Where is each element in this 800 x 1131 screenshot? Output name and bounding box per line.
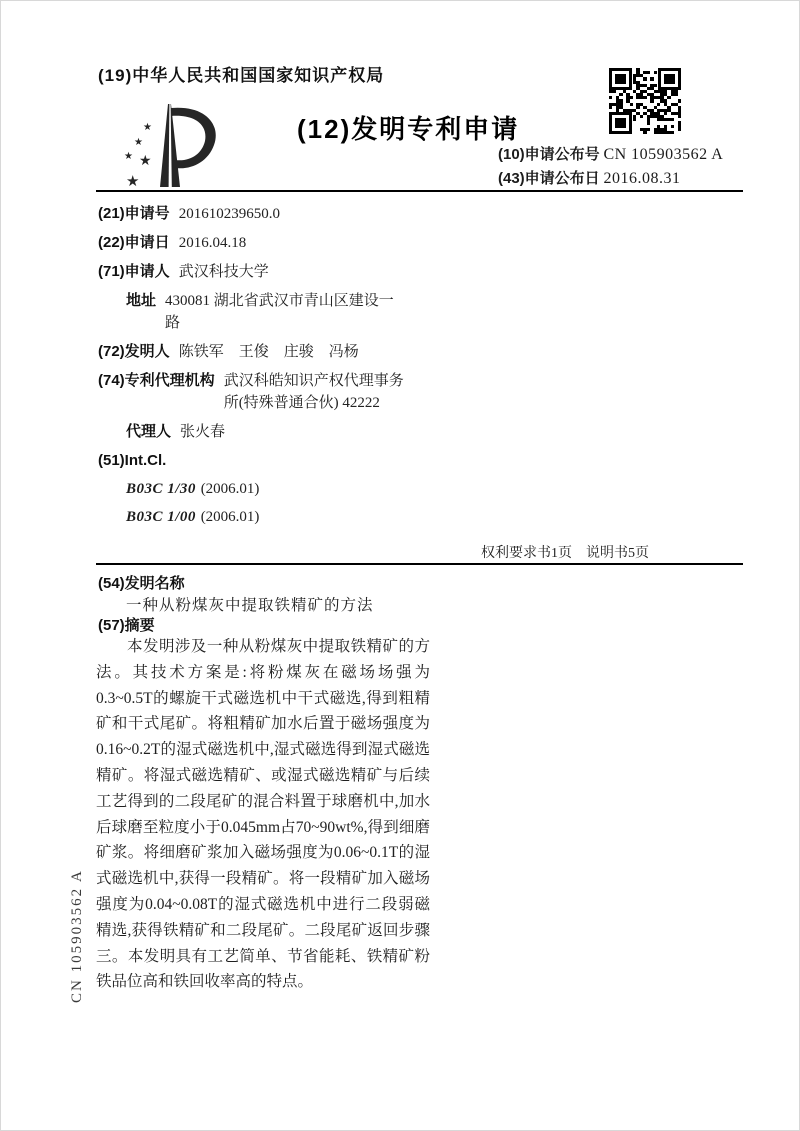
agency-label: (74)专利代理机构	[98, 372, 215, 389]
agency-row	[98, 370, 448, 414]
publication-number-value: CN 105903562 A	[603, 146, 724, 163]
int-cl-entry	[126, 507, 448, 527]
star-icon: ★	[139, 154, 152, 169]
header-divider	[96, 190, 743, 192]
invention-title-label: (54)发明名称	[98, 575, 185, 592]
cnipa-logo	[113, 99, 235, 193]
publication-date-row	[498, 167, 680, 188]
application-number-label: (21)申请号	[98, 205, 170, 222]
agency-value: 武汉科皓知识产权代理事务所(特殊普通合伙) 42222	[223, 373, 404, 411]
qr-code	[609, 68, 681, 134]
int-cl-code: B03C 1/00	[126, 509, 196, 525]
int-cl-entry	[126, 479, 448, 499]
star-icon: ★	[143, 122, 152, 133]
applicant-row	[98, 261, 448, 283]
application-number-value: 201610239650.0	[178, 206, 280, 222]
pages-info: 权利要求书1页 说明书5页	[481, 546, 649, 561]
abstract-label: (57)摘要	[98, 617, 155, 634]
applicant-label: (71)申请人	[98, 263, 170, 280]
star-icon: ★	[134, 137, 143, 148]
side-publication-number: CN 105903562 A	[69, 869, 85, 1003]
publication-date-label: (43)申请公布日	[498, 170, 600, 187]
applicant-value: 武汉科技大学	[178, 264, 269, 280]
agent-label: 代理人	[126, 423, 172, 440]
inventors-value: 陈铁军 王俊 庄骏 冯杨	[178, 344, 359, 360]
star-icon: ★	[126, 174, 140, 190]
bibliographic-fields	[98, 203, 448, 535]
application-date-label: (22)申请日	[98, 234, 170, 251]
int-cl-row	[98, 450, 448, 472]
section-divider	[96, 563, 743, 565]
publication-number-row	[498, 143, 723, 164]
int-cl-code: B03C 1/30	[126, 481, 196, 497]
application-date-value: 2016.04.18	[178, 235, 247, 251]
address-label: 地址	[126, 292, 157, 309]
int-cl-version: (2006.01)	[200, 481, 260, 497]
qr-finder-bottom-left	[609, 112, 632, 134]
publication-number-label: (10)申请公布号	[498, 146, 600, 163]
application-number-row	[98, 203, 448, 225]
agent-row	[98, 421, 448, 443]
inventors-row	[98, 341, 448, 363]
inventors-label: (72)发明人	[98, 343, 170, 360]
address-row	[98, 290, 448, 334]
int-cl-version: (2006.01)	[200, 509, 260, 525]
invention-title: 一种从粉煤灰中提取铁精矿的方法	[126, 597, 374, 614]
qr-finder-top-left	[609, 68, 632, 90]
agent-value: 张火春	[180, 424, 226, 440]
int-cl-label: (51)Int.Cl.	[98, 452, 167, 469]
patent-office-name: (19)中华人民共和国国家知识产权局	[98, 66, 385, 85]
application-date-row	[98, 232, 448, 254]
publication-date-value: 2016.08.31	[603, 170, 681, 187]
abstract-text: 本发明涉及一种从粉煤灰中提取铁精矿的方法。其技术方案是:将粉煤灰在磁场场强为0.3~0.5T的螺旋干式磁选机中干式磁选,得到粗精矿和干式尾矿。将粗精矿加水后置于磁场强度为0.16~0.2T的湿式磁选机中,湿式磁选得到湿式磁选精矿。将湿式磁选精矿、或湿式磁选精矿与后续工艺得到的二段尾矿的混合料置于球磨机中,加水后球磨至粒度小于0.045mm占70~90wt%,得到细磨矿浆。将细磨矿浆加入磁场强度为0.06~0.1T的湿式磁选机中,获得一段精矿。将一段精矿加入磁场强度为0.04~0.08T的湿式磁选机中进行二段弱磁精选,获得铁精矿和二段尾矿。二段尾矿返回步骤三。本发明具有工艺简单、节省能耗、铁精矿粉铁品位高和铁回收率高的特点。	[96, 638, 430, 991]
cnipa-logo-graphic	[113, 99, 235, 193]
qr-finder-top-right	[658, 68, 681, 90]
star-icon: ★	[124, 151, 133, 162]
address-value: 430081 湖北省武汉市青山区建设一路	[165, 293, 394, 331]
document-type-title: (12)发明专利申请	[297, 114, 520, 144]
